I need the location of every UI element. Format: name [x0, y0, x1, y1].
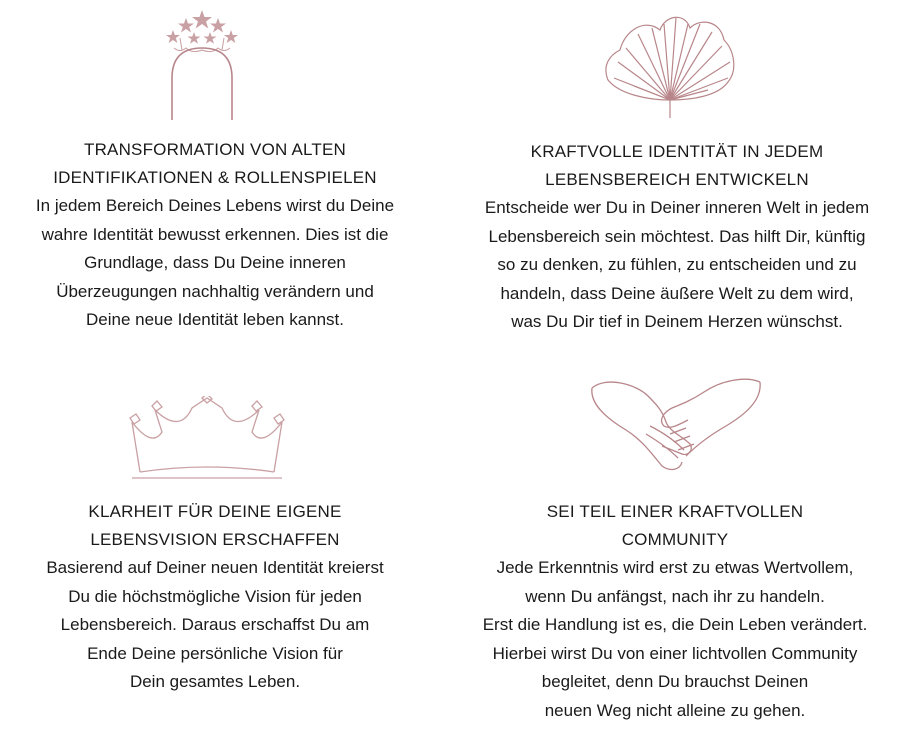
feature-title [455, 498, 895, 554]
feature-title-line: IDENTIFIKATIONEN & ROLLENSPIELEN [53, 168, 377, 187]
description-line: wenn Du anfängst, nach ihr zu handeln. [525, 586, 825, 606]
feature-title-line: KLARHEIT FÜR DEINE EIGENE [88, 502, 342, 521]
feature-card-identity [457, 138, 897, 337]
description-line: Deine neue Identität leben kannst. [85, 310, 345, 329]
description-line: Jede Erkenntnis wird erst zu etwas Wertvollem, [496, 558, 854, 577]
feature-description [0, 192, 435, 335]
feature-title-line: COMMUNITY [621, 530, 729, 549]
description-line: so zu denken, zu fühlen, zu entscheiden und zu [497, 255, 857, 274]
description-line: In jedem Bereich Deines Lebens wirst du Deine [35, 196, 395, 215]
feature-title-line: TRANSFORMATION VON ALTEN [83, 140, 347, 159]
description-line: Basierend auf Deiner neuen Identität kreierst [46, 558, 384, 577]
feature-title-line: LEBENSVISION ERSCHAFFEN [90, 530, 340, 549]
feature-title-line: LEBENSBEREICH ENTWICKELN [545, 170, 809, 189]
description-line: wahre Identität bewusst erkennen. Dies ist die [41, 224, 389, 244]
description-line: Entscheide wer Du in Deiner inneren Welt in jedem [484, 198, 870, 217]
feature-description [457, 194, 897, 337]
feature-title [0, 136, 435, 192]
ginkgo-leaf-icon [600, 10, 740, 122]
description-line: Hierbei wirst Du von einer lichtvollen Community [492, 643, 858, 663]
feature-title-line: KRAFTVOLLE IDENTITÄT IN JEDEM [530, 142, 824, 161]
description-line: neuen Weg nicht alleine zu gehen. [544, 700, 806, 720]
tiara-icon [160, 8, 244, 120]
feature-description [0, 554, 435, 697]
description-line: Du die höchstmögliche Vision für jeden [68, 586, 362, 606]
description-line: handeln, dass Deine äußere Welt zu dem wird, [500, 283, 854, 303]
feature-title [0, 498, 435, 554]
feature-title [457, 138, 897, 194]
description-line: begleitet, denn Du brauchst Deinen [541, 672, 809, 691]
feature-title-line: SEI TEIL EINER KRAFTVOLLEN [546, 502, 804, 521]
description-line: Grundlage, dass Du Deine inneren [84, 253, 346, 272]
crown-icon [122, 396, 292, 482]
description-line: Dein gesamtes Leben. [129, 672, 301, 691]
holding-hands-icon [586, 374, 766, 474]
description-line: Lebensbereich sein möchtest. Das hilft Dir, künftig [488, 226, 866, 246]
feature-card-transformation [0, 136, 435, 335]
description-line: Überzeugungen nachhaltig verändern und [56, 281, 374, 301]
feature-card-community [455, 498, 895, 725]
description-line: was Du Dir tief in Deinem Herzen wünschst. [511, 312, 843, 331]
description-line: Ende Deine persönliche Vision für [87, 643, 343, 663]
description-line: Erst die Handlung ist es, die Dein Leben verändert. [482, 615, 868, 634]
description-line: Lebensbereich. Daraus erschaffst Du am [60, 615, 370, 634]
feature-card-vision [0, 498, 435, 697]
feature-description [455, 554, 895, 725]
